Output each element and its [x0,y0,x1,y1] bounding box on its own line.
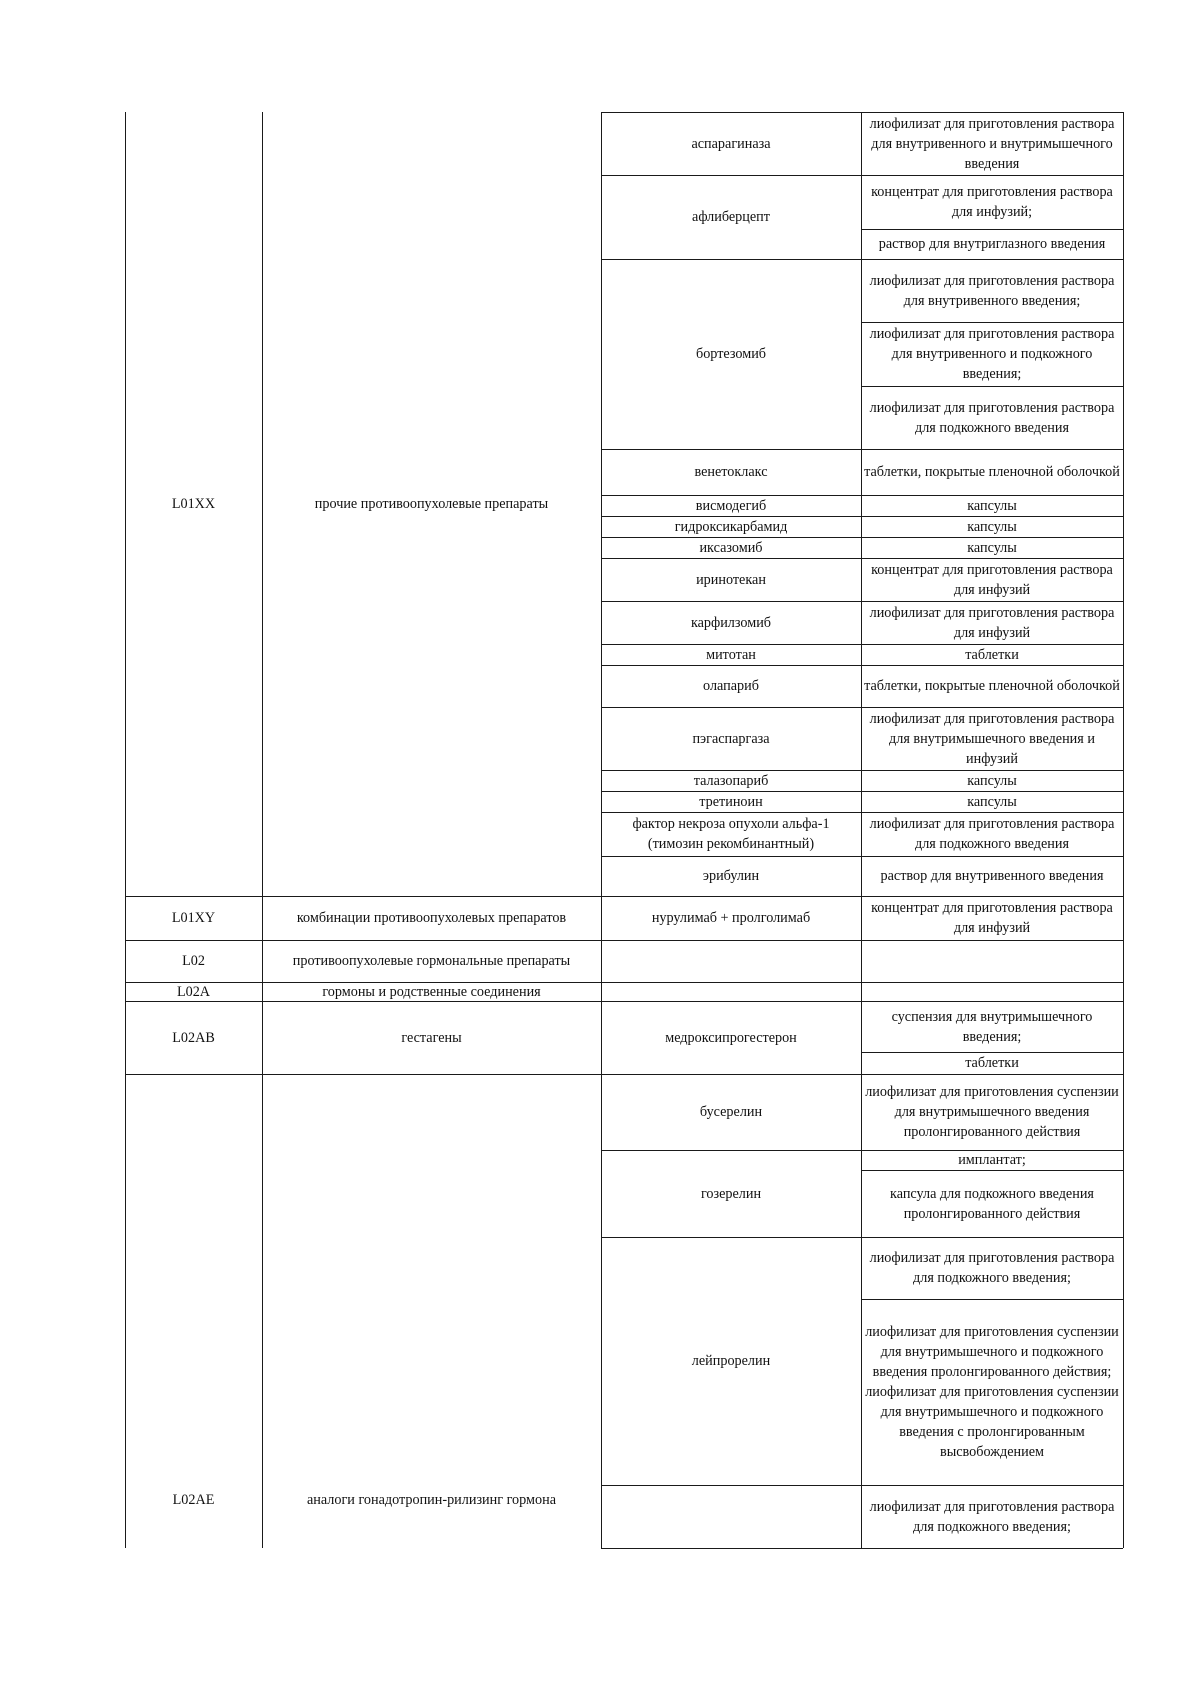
drug-form [861,495,1123,516]
drug-name-text: аспарагиназа [691,135,771,152]
drug-form-text: суспензия для внутримышечного введения; [891,1008,1093,1045]
drug-name [601,896,861,940]
drug-name [601,516,861,537]
drug-name-text: митотан [706,646,756,663]
atc-group [262,940,601,982]
drug-name-text: гидроксикарбамид [674,518,788,535]
drug-form [861,1150,1123,1170]
drug-form [861,707,1123,770]
drug-form-text: таблетки [965,646,1019,663]
drug-form-text: капсулы [967,539,1017,556]
form-split-line [861,322,1123,323]
atc-code [125,896,262,940]
drug-name [601,259,861,449]
drug-name-text: эрибулин [702,868,760,884]
atc-code-text: L01XY [171,910,216,926]
drug-form-text: капсула для подкожного введения пролонгированного действия [890,1185,1094,1222]
drug-form-text: лиофилизат для приготовления раствора для подкожного введения; [869,1498,1115,1535]
drug-name-text: иксазомиб [699,539,763,556]
drug-name-text: нурулимаб + пролголимаб [651,910,811,926]
drug-form-text: лиофилизат для приготовления суспензии для внутримышечного введения пролонгированного действия [865,1084,1119,1140]
drug-form-text: таблетки, покрытые пленочной оболочкой [864,678,1120,694]
drug-form [861,537,1123,558]
drug-name-text: пэгаспаргаза [692,730,770,747]
drug-name [601,644,861,665]
drug-name [601,175,861,259]
drug-name-text: фактор некроза опухоли альфа-1 (тимозин рекомбинантный) [632,816,830,852]
drug-name-text: висмодегиб [695,497,767,514]
drug-form [861,791,1123,812]
drug-form [861,1074,1123,1150]
drug-name [601,1074,861,1150]
drug-form-text: таблетки [965,1055,1019,1071]
drug-name-text: венетоклакс [694,464,768,480]
atc-group [262,896,601,940]
drug-form [861,1052,1123,1074]
drug-form-text: лиофилизат для приготовления суспензии для внутримышечного и подкожного введения пролонгированного действия; лиофилизат для приготовления суспензии для внутримышечного и подкожного введения с пролонгированным высвобождением [865,1324,1119,1460]
drug-name [601,558,861,601]
drug-form-text: лиофилизат для приготовления раствора для внутримышечного введения и инфузий [869,710,1115,767]
form-split-line [861,1299,1123,1300]
drug-name-text: лейпрорелин [691,1353,771,1369]
drug-name-text: карфилзомиб [690,614,772,631]
drug-form [861,812,1123,856]
drug-form-text: концентрат для приготовления раствора для инфузий; [871,184,1113,220]
atc-code-text: L02AE [172,1492,215,1508]
drug-name-text: гозерелин [700,1185,762,1202]
atc-code [125,982,262,1001]
drug-form [861,322,1123,386]
drug-form [861,896,1123,940]
drug-form [861,1237,1123,1299]
drug-form-text: концентрат для приготовления раствора для инфузий [871,561,1113,598]
drug-name [601,537,861,558]
drug-name-text: бортезомиб [695,346,767,362]
drug-form-text: концентрат для приготовления раствора для инфузий [871,900,1113,936]
drug-form [861,229,1123,259]
atc-code [125,1480,262,1520]
drug-form [861,386,1123,449]
drug-form [861,770,1123,791]
drug-name [601,449,861,495]
form-split-line [861,1052,1123,1053]
atc-code-text: L02 [182,953,205,969]
drug-form [861,259,1123,322]
atc-code-text: L01XX [171,496,216,512]
atc-code-text: L02AB [172,1029,215,1046]
atc-group [262,112,601,896]
drug-form-text: лиофилизат для приготовления раствора для инфузий [869,604,1115,641]
drug-form-text: таблетки, покрытые пленочной оболочкой [864,464,1120,480]
atc-group-text: гестагены [401,1029,462,1046]
drug-name-text: иринотекан [696,571,766,588]
drug-name [601,601,861,644]
drug-form [861,665,1123,707]
drug-form-text: капсулы [967,497,1017,514]
drug-form [861,601,1123,644]
atc-code-text: L02A [176,983,211,1000]
drug-name [601,1001,861,1074]
drug-name-text: бусерелин [699,1104,763,1120]
drug-name [601,791,861,812]
drug-form-text: раствор для внутриглазного введения [878,236,1106,252]
drug-form [861,1001,1123,1052]
form-split-line [861,1170,1123,1171]
drug-form [861,1299,1123,1485]
drug-form-text: лиофилизат для приготовления раствора для подкожного введения; [869,1250,1115,1286]
drug-name [601,812,861,856]
drug-row-bottom-line [601,1548,1123,1549]
row-line [125,1074,1123,1075]
drug-name [601,112,861,175]
atc-group [262,1001,601,1074]
drug-form [861,175,1123,229]
drug-form [861,1170,1123,1237]
drug-name-text: афлиберцепт [692,209,770,225]
drug-form-text: капсулы [967,793,1017,810]
atc-group-text: противоопухолевые гормональные препараты [292,953,571,969]
drug-name [601,1150,861,1237]
drug-name [601,665,861,707]
drug-form-text: раствор для внутривенного введения [880,868,1104,884]
form-split-line [861,229,1123,230]
atc-group [262,982,601,1001]
atc-code [125,940,262,982]
atc-code [125,112,262,896]
drug-name [601,1237,861,1485]
atc-group-text: аналоги гонадотропин-рилизинг гормона [307,1492,556,1508]
atc-group-text: прочие противоопухолевые препараты [314,496,549,512]
drug-name [601,707,861,770]
atc-code [125,1001,262,1074]
col-line-form-mid [861,940,862,1001]
drug-form-text: лиофилизат для приготовления раствора для подкожного введения [869,399,1115,436]
drug-form [861,449,1123,495]
atc-group-text: гормоны и родственные соединения [322,983,541,1000]
atc-group-text: комбинации противоопухолевых препаратов [296,910,567,926]
drug-name-text: олапариб [703,678,759,694]
col-line-right [1123,112,1124,1548]
form-split-line [861,386,1123,387]
drug-name [601,770,861,791]
drug-form [861,112,1123,175]
drug-form-text: имплантат; [958,1152,1026,1168]
drug-name-text: талазопариб [693,772,769,789]
drug-form-text: капсулы [967,772,1017,789]
drug-form-text: лиофилизат для приготовления раствора для внутривенного введения; [869,272,1115,309]
drug-name-text: медроксипрогестерон [665,1029,797,1046]
drug-form [861,1485,1123,1548]
drug-form [861,558,1123,601]
drug-form-text: капсулы [967,518,1017,535]
drug-name-text: третиноин [699,793,763,810]
drug-form-text: лиофилизат для приготовления раствора для внутривенного и внутримышечного введения [869,115,1115,172]
drug-form-text: лиофилизат для приготовления раствора для внутривенного и подкожного введения; [869,326,1115,382]
atc-group [262,1480,601,1520]
drug-name [601,856,861,896]
drug-form-text: лиофилизат для приготовления раствора для подкожного введения [869,816,1115,852]
drug-form [861,516,1123,537]
drug-form [861,644,1123,665]
drug-form [861,856,1123,896]
drug-name [601,495,861,516]
